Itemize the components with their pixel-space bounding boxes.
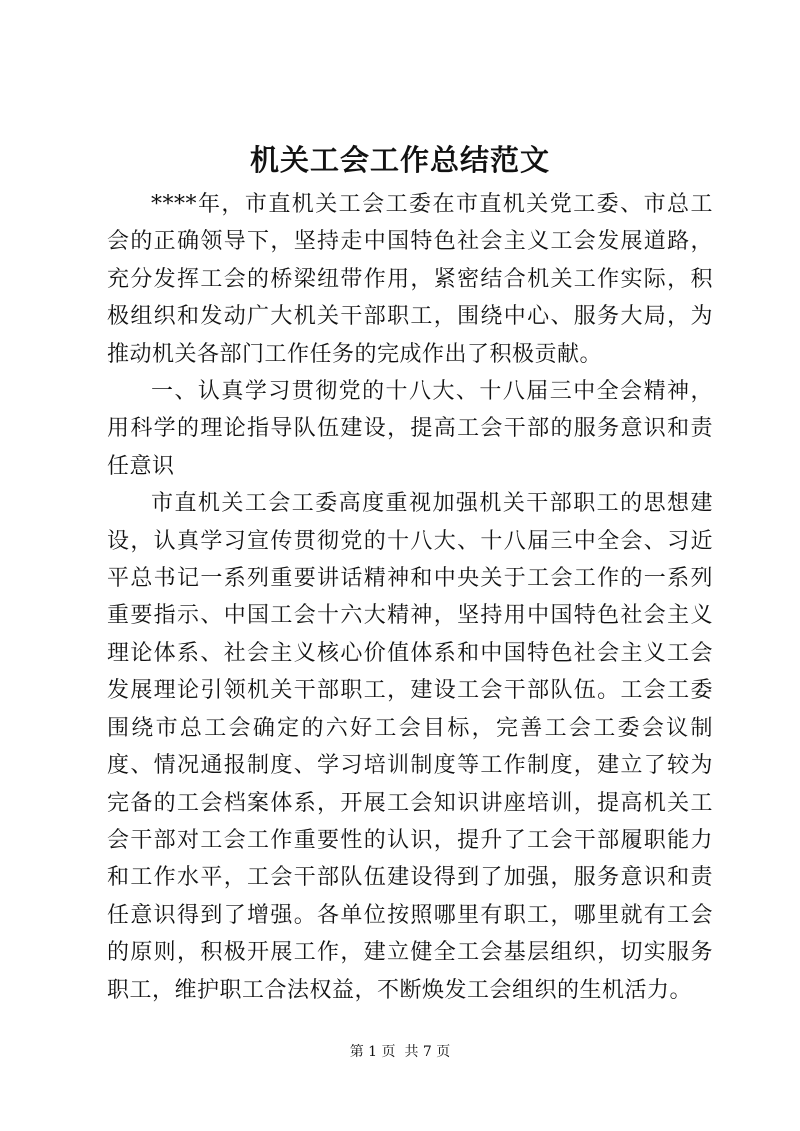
page-footer <box>0 1042 800 1062</box>
page-number-label: 第 1 页 共 7 页 <box>349 1044 451 1060</box>
paragraph-section-content: 市直机关工会工委高度重视加强机关干部职工的思想建设，认真学习宣传贯彻党的十八大、十八届三中全会、习近平总书记一系列重要讲话精神和中央关于工会工作的一系列重要指示、中国工会十六大精神，坚持用中国特色社会主义理论体系、社会主义核心价值体系和中国特色社会主义工会发展理论引领机关干部职工，建设工会干部队伍。工会工委围绕市总工会确定的六好工会目标，完善工会工委会议制度、情况通报制度、学习培训制度等工作制度，建立了较为完备的工会档案体系，开展工会知识讲座培训，提高机关工会干部对工会工作重要性的认识，提升了工会干部履职能力和工作水平，工会干部队伍建设得到了加强，服务意识和责任意识得到了增强。各单位按照哪里有职工，哪里就有工会的原则，积极开展工作，建立健全工会基层组织，切实服务职工，维护职工合法权益，不断焕发工会组织的生机活力。 <box>107 491 713 1003</box>
document-title: 机关工会工作总结范文 <box>249 143 550 177</box>
paragraph-section-heading: 一、认真学习贯彻党的十八大、十八届三中全会精神，用科学的理论指导队伍建设，提高工会干部的服务意识和责任意识 <box>107 379 713 479</box>
document-body <box>107 186 713 1009</box>
paragraph-intro: ****年，市直机关工会工委在市直机关党工委、市总工会的正确领导下，坚持走中国特色社会主义工会发展道路，充分发挥工会的桥梁纽带作用，紧密结合机关工作实际，积极组织和发动广大机关干部职工，围绕中心、服务大局，为推动机关各部门工作任务的完成作出了积极贡献。 <box>107 192 713 367</box>
